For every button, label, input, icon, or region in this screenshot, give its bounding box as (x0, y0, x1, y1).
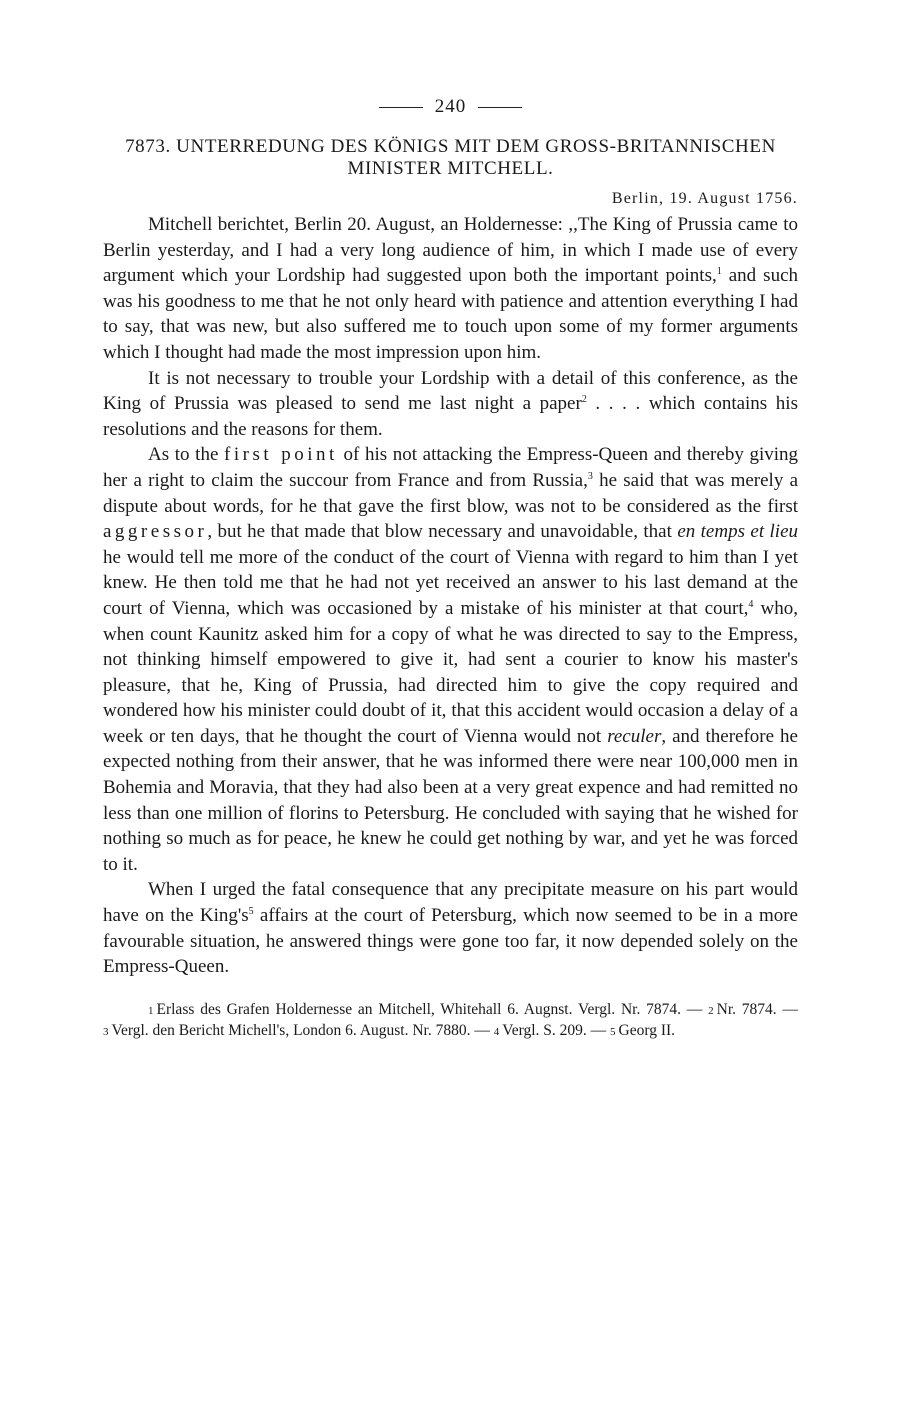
paragraph-3-text-g: , and therefore he expected nothing from their answer, that he was informed there were near 100,000 men in Bohemia and Moravia, that they had also been at a very great expence and had remitted no less than one million of florins to Petersburg. He concluded with saying that he wished for nothing so much as for peace, he knew he could get nothing by war, and yet he was forced to it. (103, 725, 798, 875)
footnote-ref-2: 2 (581, 394, 587, 406)
footnote-2-text: Nr. 7874. — (716, 1000, 798, 1018)
page-number-text: 240 (434, 96, 467, 117)
footnote-ref-4: 4 (748, 598, 754, 610)
footnote-2-number: 2 (708, 1004, 714, 1017)
footnote-3-number: 3 (103, 1025, 109, 1038)
paragraph-3-text-a: As to the (148, 444, 225, 466)
footnote-ref-1: 1 (716, 266, 722, 278)
paragraph-3-text-d: , but he that made that blow necessary and unavoidable, that (207, 521, 678, 543)
paragraph-2-text-a: It is not necessary to trouble your Lordship with a detail of this conference, as the King of Prussia was pleased to send me last night a paper (103, 367, 798, 415)
document-page (103, 96, 798, 1042)
place-date: Berlin, 19. August 1756. (611, 190, 798, 207)
paragraph-3-text-c: he said that was merely a dispute about words, for he that gave the first blow, was not to be considered as the first (103, 469, 799, 517)
paragraph-3 (103, 442, 798, 877)
footnote-4-text: Vergl. S. 209. — (502, 1021, 611, 1039)
paragraph-1-text-a: Mitchell berichtet, Berlin 20. August, an Holdernesse: ,,The King of Prussia came to Berlin yesterday, and I had a very long audience of him, in which I made use of every argument which your Lordship had suggested upon both the important points, (103, 214, 798, 287)
paragraph-3-italic-reculer: reculer (607, 725, 662, 747)
footnote-ref-5: 5 (248, 906, 254, 918)
right-dash (478, 107, 522, 108)
document-heading: 7873. UNTERREDUNG DES KÖNIGS MIT DEM GROSS-BRITANNISCHEN MINISTER MITCHELL. (125, 136, 776, 179)
footnote-1-number: 1 (148, 1004, 154, 1017)
page-number (103, 96, 798, 118)
paragraph-3-text-b: of his not attacking the Empress-Queen and thereby giving her a right to claim the succour from France and from Russia, (103, 444, 799, 491)
footnote-4-number: 4 (493, 1025, 500, 1038)
paragraph-3-italic-en-temps: en temps et lieu (677, 521, 799, 543)
footnote-5-number: 5 (610, 1025, 616, 1038)
paragraph-4 (103, 877, 798, 979)
paragraph-1-text-b: and such was his goodness to me that he not only heard with patience and attention everything I had to say, that was new, but also suffered me to touch upon some of my former arguments which I thought had made the most impression upon him. (103, 265, 798, 363)
footnote-3-text: Vergl. den Bericht Michell's, London 6. August. Nr. 7880. — (111, 1021, 494, 1039)
paragraph-3-text-f: who, when count Kaunitz asked him for a copy of what he was directed to say to the Empress, not thinking himself empowered to give it, had sent a courier to know his master's pleasure, that he, King of Prussia, had directed him to give the copy required and wondered how his minister could doubt of it, that this accident would occasion a delay of a week or ten days, that he thought the court of Vienna would not (103, 597, 798, 747)
paragraph-3-spaced-first-point: first point (224, 444, 338, 466)
paragraph-1 (103, 212, 798, 366)
footnotes (103, 1000, 798, 1042)
left-dash (379, 107, 423, 108)
paragraph-4-text-a: When I urged the fatal consequence that any precipitate measure on his part would have on the King's (103, 879, 798, 927)
paragraph-4-text-b: affairs at the court of Petersburg, which now seemed to be in a more favourable situation, he answered things were gone too far, it now depended solely on the Empress-Queen. (103, 905, 798, 978)
paragraph-2-text-b: . . . . which contains his resolutions and the reasons for them. (103, 393, 798, 440)
footnote-ref-3: 3 (587, 470, 593, 482)
paragraph-2 (103, 366, 798, 443)
paragraph-3-text-e: he would tell me more of the conduct of the court of Vienna with regard to him than I yet knew. He then told me that he had not yet received an answer to his last demand at the court of Vienna, which was occasioned by a mistake of his minister at that court, (103, 546, 798, 619)
paragraph-3-spaced-aggressor: aggressor (103, 521, 208, 543)
footnote-1-text: Erlass des Grafen Holdernesse an Mitchell, Whitehall 6. Augnst. Vergl. Nr. 7874. — (156, 1000, 709, 1018)
footnote-5-text: Georg II. (618, 1021, 676, 1039)
